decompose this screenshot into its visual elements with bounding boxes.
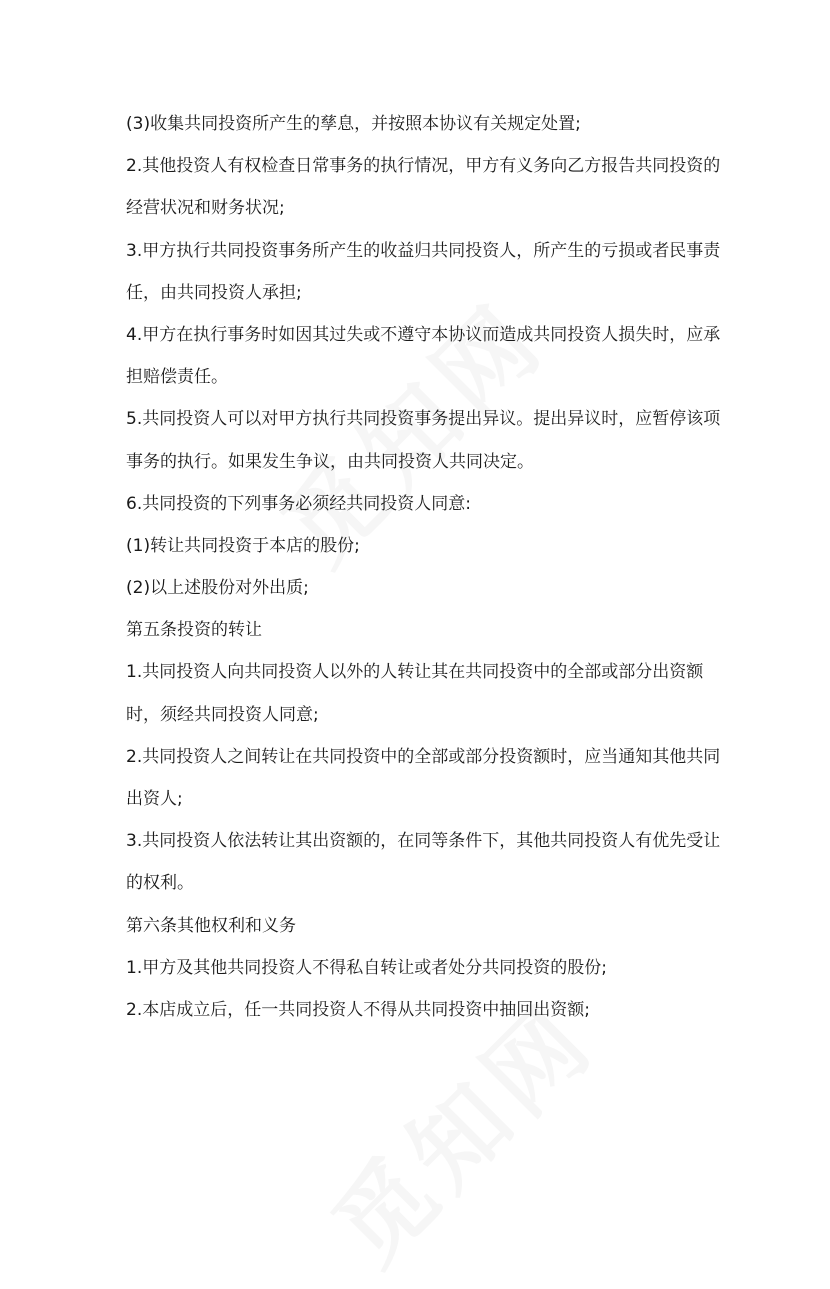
paragraph-line: 2.共同投资人之间转让在共同投资中的全部或部分投资额时，应当通知其他共同	[126, 746, 721, 767]
paragraph-line: (1)转让共同投资于本店的股份;	[126, 535, 360, 556]
paragraph-line: 出资人;	[126, 789, 183, 809]
paragraph-line: (3)收集共同投资所产生的孳息，并按照本协议有关规定处置;	[126, 114, 581, 134]
paragraph-line: 担赔偿责任。	[126, 367, 228, 388]
paragraph-line: 任，由共同投资人承担;	[126, 282, 302, 303]
paragraph-line: 1.共同投资人向共同投资人以外的人转让其在共同投资中的全部或部分出资额	[126, 662, 704, 683]
paragraph-line: 5.共同投资人可以对甲方执行共同投资事务提出异议。提出异议时，应暂停该项	[126, 409, 721, 430]
paragraph-line: 2.其他投资人有权检查日常事务的执行情况，甲方有义务向乙方报告共同投资的	[126, 156, 721, 177]
paragraph-line: 1.甲方及其他共同投资人不得私自转让或者处分共同投资的股份;	[126, 957, 607, 978]
paragraph-line: 3.共同投资人依法转让其出资额的，在同等条件下，其他共同投资人有优先受让	[126, 831, 721, 852]
section-heading: 第六条其他权利和义务	[126, 915, 296, 936]
paragraph-line: 的权利。	[126, 873, 194, 894]
paragraph-line: 3.甲方执行共同投资事务所产生的收益归共同投资人，所产生的亏损或者民事责	[126, 240, 721, 261]
paragraph-line: (2)以上述股份对外出质;	[126, 578, 309, 599]
paragraph-line: 经营状况和财务状况;	[126, 198, 285, 219]
paragraph-line: 4.甲方在执行事务时如因其过失或不遵守本协议而造成共同投资人损失时，应承	[126, 324, 721, 345]
section-heading: 第五条投资的转让	[126, 620, 262, 641]
paragraph-line: 时，须经共同投资人同意;	[126, 704, 319, 725]
paragraph-line: 事务的执行。如果发生争议，由共同投资人共同决定。	[126, 451, 534, 472]
paragraph-line: 2.本店成立后，任一共同投资人不得从共同投资中抽回出资额;	[126, 999, 590, 1020]
paragraph-line: 6.共同投资的下列事务必须经共同投资人同意:	[126, 493, 471, 514]
document-body	[126, 103, 721, 1031]
